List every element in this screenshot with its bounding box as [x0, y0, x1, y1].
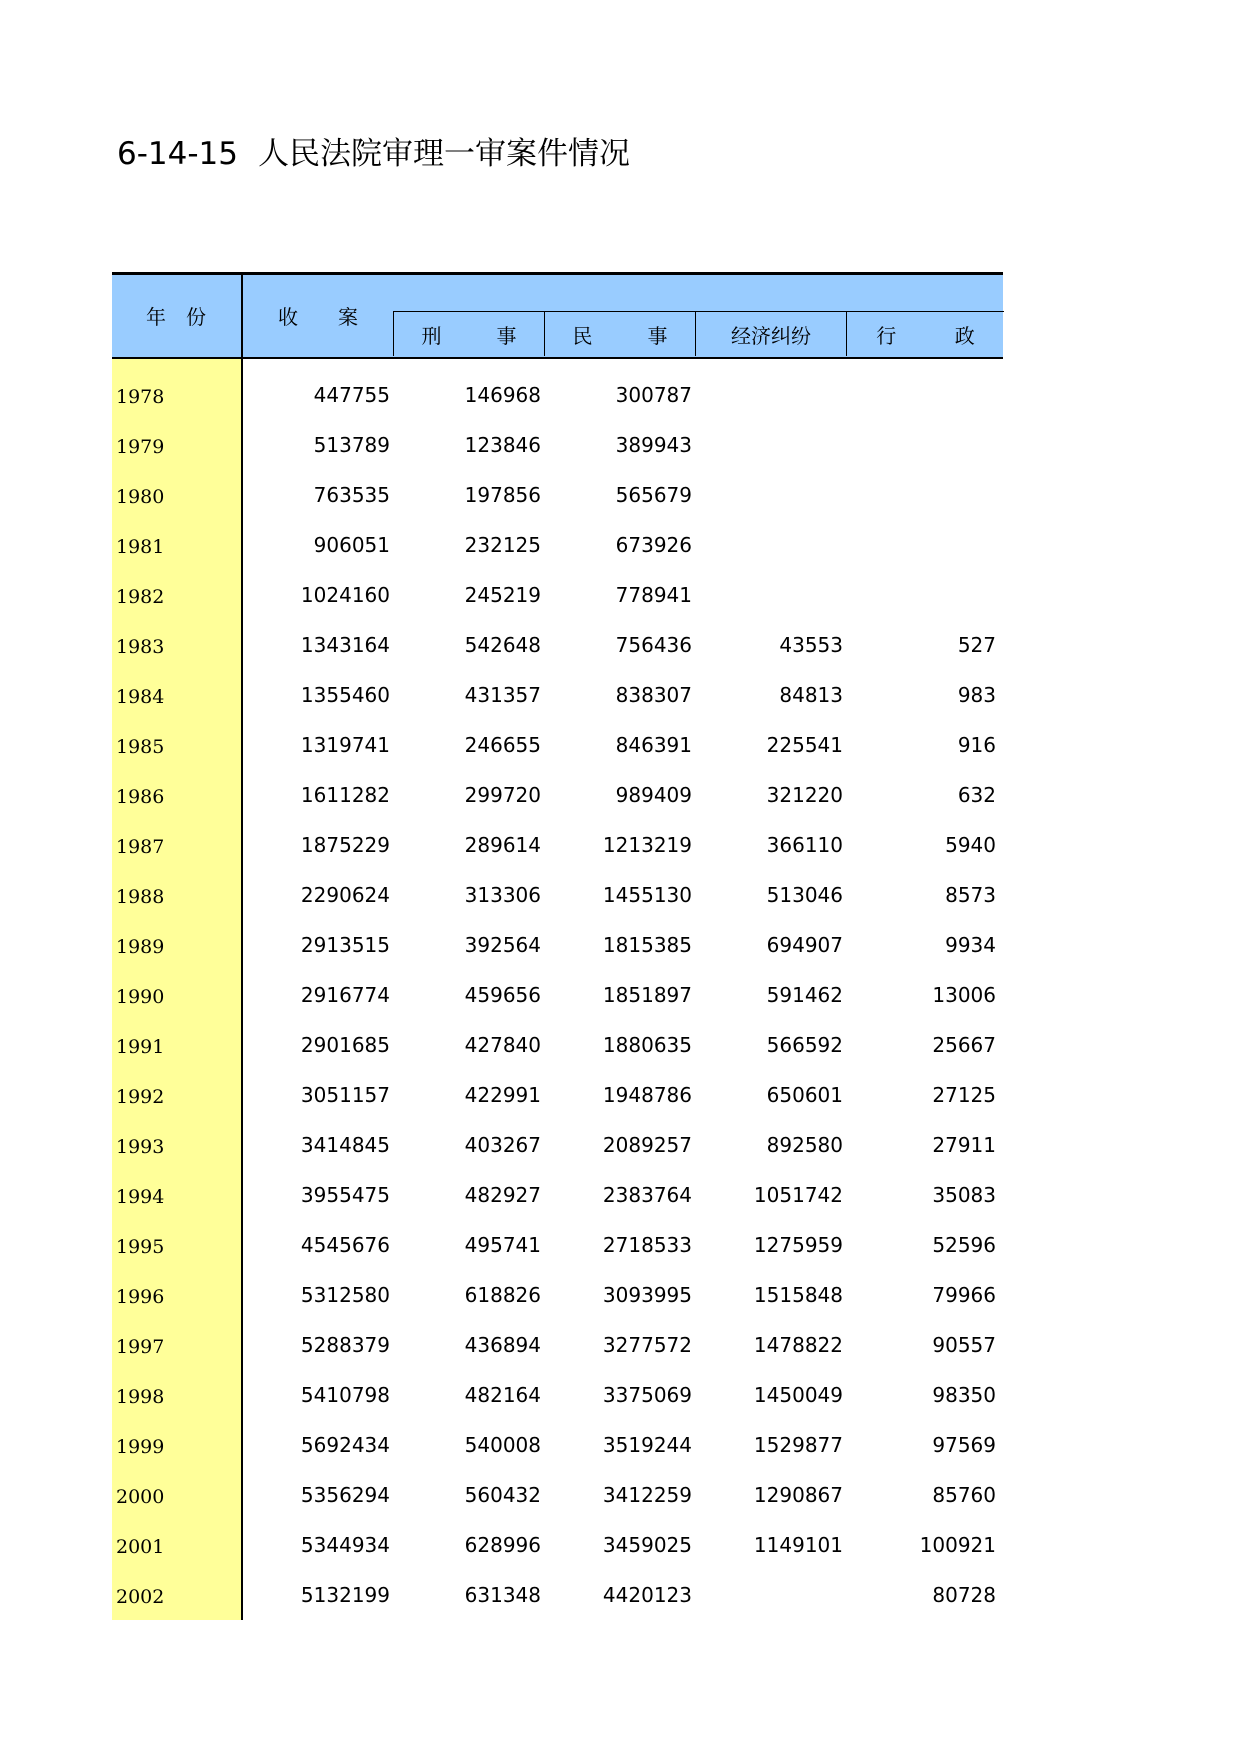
cell-economic: 566592: [766, 1033, 843, 1057]
cell-year: 1993: [116, 1136, 165, 1158]
cell-criminal: 146968: [464, 383, 541, 407]
cell-economic: 694907: [766, 933, 843, 957]
cell-economic: 1529877: [753, 1433, 843, 1457]
table-body: [112, 370, 1003, 1620]
cell-total: 1355460: [300, 683, 390, 707]
cell-admin: 527: [957, 633, 996, 657]
cell-total: 5344934: [300, 1533, 390, 1557]
cell-admin: [847, 570, 996, 620]
cell-year: 1982: [116, 586, 165, 608]
table-row: [112, 570, 1003, 620]
cell-criminal: 436894: [464, 1333, 541, 1357]
cell-economic: 1290867: [753, 1483, 843, 1507]
cell-total: 513789: [313, 433, 390, 457]
header-criminal-a: 刑: [421, 323, 442, 348]
cell-total: 5410798: [300, 1383, 390, 1407]
cell-criminal: 495741: [464, 1233, 541, 1257]
cell-economic: 1450049: [753, 1383, 843, 1407]
cell-criminal: 289614: [464, 833, 541, 857]
cell-year: 1992: [116, 1086, 165, 1108]
cell-admin: 52596: [932, 1233, 996, 1257]
cell-total: 2901685: [300, 1033, 390, 1057]
cell-criminal: 422991: [464, 1083, 541, 1107]
cell-admin: 100921: [919, 1533, 996, 1557]
cell-civil: 673926: [615, 533, 692, 557]
table-row: [112, 370, 1003, 420]
cell-economic: 591462: [766, 983, 843, 1007]
table-row: [112, 1170, 1003, 1220]
cell-economic: 366110: [766, 833, 843, 857]
cell-year: 1991: [116, 1036, 165, 1058]
cell-total: 447755: [313, 383, 390, 407]
cell-total: 3051157: [300, 1083, 390, 1107]
table-row: [112, 620, 1003, 670]
header-admin: [846, 311, 1004, 356]
cell-economic: 1275959: [753, 1233, 843, 1257]
cell-year: 1997: [116, 1336, 165, 1358]
table-title: 人民法院审理一审案件情况: [258, 136, 630, 172]
cell-total: 5132199: [300, 1583, 390, 1607]
table-row: [112, 870, 1003, 920]
cell-criminal: 560432: [464, 1483, 541, 1507]
table-row: [112, 1420, 1003, 1470]
table-row: [112, 470, 1003, 520]
header-civil: [544, 311, 695, 356]
cell-civil: 1948786: [602, 1083, 692, 1107]
cell-civil: 1455130: [602, 883, 692, 907]
cell-admin: 27911: [932, 1133, 996, 1157]
header-bottom-rule: [112, 357, 1003, 359]
cell-admin: 25667: [932, 1033, 996, 1057]
cell-year: 1983: [116, 636, 165, 658]
cell-criminal: 246655: [464, 733, 541, 757]
cell-year: 1987: [116, 836, 165, 858]
cell-total: 5288379: [300, 1333, 390, 1357]
header-admin-b: 政: [954, 323, 975, 348]
cell-total: 5692434: [300, 1433, 390, 1457]
cell-criminal: 482927: [464, 1183, 541, 1207]
cell-economic: [696, 420, 843, 470]
cell-civil: 2089257: [602, 1133, 692, 1157]
cell-total: 3414845: [300, 1133, 390, 1157]
cell-civil: 838307: [615, 683, 692, 707]
cell-year: 1998: [116, 1386, 165, 1408]
cell-economic: [696, 1570, 843, 1620]
cell-total: 1319741: [300, 733, 390, 757]
cell-civil: 1213219: [602, 833, 692, 857]
cell-civil: 389943: [615, 433, 692, 457]
header-civil-a: 民: [572, 323, 593, 348]
header-total: 收 案: [278, 305, 358, 329]
table-row: [112, 720, 1003, 770]
cell-civil: 3412259: [602, 1483, 692, 1507]
cell-economic: 1478822: [753, 1333, 843, 1357]
cell-total: 5356294: [300, 1483, 390, 1507]
cell-year: 1980: [116, 486, 165, 508]
table-row: [112, 820, 1003, 870]
cell-admin: 8573: [945, 883, 996, 907]
cell-civil: 1880635: [602, 1033, 692, 1057]
cell-year: 1986: [116, 786, 165, 808]
header-admin-a: 行: [876, 323, 897, 348]
cell-total: 4545676: [300, 1233, 390, 1257]
cell-total: 3955475: [300, 1183, 390, 1207]
cell-admin: [847, 520, 996, 570]
cell-admin: 90557: [932, 1333, 996, 1357]
header-criminal: [393, 311, 544, 356]
header-economic-label: 经济纠纷: [731, 323, 811, 348]
cell-economic: 892580: [766, 1133, 843, 1157]
cell-criminal: 245219: [464, 583, 541, 607]
cell-total: 2916774: [300, 983, 390, 1007]
cell-admin: 85760: [932, 1483, 996, 1507]
cell-criminal: 631348: [464, 1583, 541, 1607]
cell-civil: 3277572: [602, 1333, 692, 1357]
cell-total: 5312580: [300, 1283, 390, 1307]
cell-year: 1989: [116, 936, 165, 958]
table-row: [112, 920, 1003, 970]
cell-admin: [847, 370, 996, 420]
cell-economic: 650601: [766, 1083, 843, 1107]
cell-criminal: 197856: [464, 483, 541, 507]
cell-civil: 3459025: [602, 1533, 692, 1557]
cell-civil: 1851897: [602, 983, 692, 1007]
cell-civil: 4420123: [602, 1583, 692, 1607]
cell-admin: 27125: [932, 1083, 996, 1107]
cell-admin: [847, 470, 996, 520]
cell-criminal: 403267: [464, 1133, 541, 1157]
cell-criminal: 542648: [464, 633, 541, 657]
table-row: [112, 770, 1003, 820]
table-row: [112, 420, 1003, 470]
table-row: [112, 1220, 1003, 1270]
cell-criminal: 618826: [464, 1283, 541, 1307]
cell-total: 2290624: [300, 883, 390, 907]
cell-economic: 225541: [766, 733, 843, 757]
cell-admin: 80728: [932, 1583, 996, 1607]
header-civil-b: 事: [647, 323, 668, 348]
cell-total: 1343164: [300, 633, 390, 657]
cell-criminal: 392564: [464, 933, 541, 957]
table-row: [112, 1370, 1003, 1420]
cell-criminal: 427840: [464, 1033, 541, 1057]
cell-economic: [696, 520, 843, 570]
cell-economic: 84813: [779, 683, 843, 707]
cell-economic: 1149101: [753, 1533, 843, 1557]
cell-civil: 2718533: [602, 1233, 692, 1257]
cell-year: 1995: [116, 1236, 165, 1258]
table-row: [112, 1470, 1003, 1520]
cell-year: 1985: [116, 736, 165, 758]
cell-year: 1984: [116, 686, 165, 708]
cell-admin: 35083: [932, 1183, 996, 1207]
cell-civil: 1815385: [602, 933, 692, 957]
table-row: [112, 520, 1003, 570]
cell-economic: [696, 370, 843, 420]
cell-economic: [696, 570, 843, 620]
cell-economic: 513046: [766, 883, 843, 907]
cell-economic: 321220: [766, 783, 843, 807]
header-economic: [695, 311, 846, 356]
cell-civil: 3093995: [602, 1283, 692, 1307]
table-row: [112, 670, 1003, 720]
cell-total: 1024160: [300, 583, 390, 607]
table-row: [112, 1270, 1003, 1320]
cell-economic: 43553: [779, 633, 843, 657]
cell-civil: 565679: [615, 483, 692, 507]
cell-civil: 989409: [615, 783, 692, 807]
cell-admin: 79966: [932, 1283, 996, 1307]
cell-total: 2913515: [300, 933, 390, 957]
cell-year: 2002: [116, 1586, 165, 1608]
cell-total: 763535: [313, 483, 390, 507]
header-year: 年 份: [146, 305, 206, 329]
cell-admin: 5940: [945, 833, 996, 857]
cell-civil: 3519244: [602, 1433, 692, 1457]
cell-year: 1978: [116, 386, 165, 408]
header-criminal-b: 事: [496, 323, 517, 348]
cell-year: 1988: [116, 886, 165, 908]
table-row: [112, 1120, 1003, 1170]
cell-criminal: 540008: [464, 1433, 541, 1457]
cell-year: 1990: [116, 986, 165, 1008]
page-title: [117, 128, 630, 173]
cell-civil: 300787: [615, 383, 692, 407]
cell-criminal: 299720: [464, 783, 541, 807]
cell-economic: 1051742: [753, 1183, 843, 1207]
cell-year: 1999: [116, 1436, 165, 1458]
cell-total: 1875229: [300, 833, 390, 857]
cell-year: 2001: [116, 1536, 165, 1558]
cell-criminal: 482164: [464, 1383, 541, 1407]
cell-total: 906051: [313, 533, 390, 557]
cell-civil: 846391: [615, 733, 692, 757]
cell-admin: 97569: [932, 1433, 996, 1457]
cell-admin: 9934: [945, 933, 996, 957]
cell-economic: 1515848: [753, 1283, 843, 1307]
cell-civil: 756436: [615, 633, 692, 657]
table-number: 6-14-15: [117, 136, 238, 172]
table-row: [112, 1020, 1003, 1070]
cell-criminal: 313306: [464, 883, 541, 907]
cell-criminal: 123846: [464, 433, 541, 457]
table-row: [112, 970, 1003, 1020]
table-row: [112, 1570, 1003, 1620]
cell-year: 1996: [116, 1286, 165, 1308]
cell-admin: [847, 420, 996, 470]
cell-year: 1979: [116, 436, 165, 458]
cell-criminal: 459656: [464, 983, 541, 1007]
cell-admin: 983: [957, 683, 996, 707]
cell-admin: 916: [957, 733, 996, 757]
table-row: [112, 1520, 1003, 1570]
cell-civil: 2383764: [602, 1183, 692, 1207]
cell-admin: 13006: [932, 983, 996, 1007]
cell-year: 1981: [116, 536, 165, 558]
table-row: [112, 1320, 1003, 1370]
cell-admin: 632: [957, 783, 996, 807]
table-row: [112, 1070, 1003, 1120]
cell-year: 2000: [116, 1486, 165, 1508]
cell-criminal: 431357: [464, 683, 541, 707]
table-header: [112, 275, 1003, 357]
cell-economic: [696, 470, 843, 520]
cell-criminal: 628996: [464, 1533, 541, 1557]
cell-civil: 778941: [615, 583, 692, 607]
cell-civil: 3375069: [602, 1383, 692, 1407]
cell-admin: 98350: [932, 1383, 996, 1407]
cell-year: 1994: [116, 1186, 165, 1208]
cell-criminal: 232125: [464, 533, 541, 557]
cell-total: 1611282: [300, 783, 390, 807]
